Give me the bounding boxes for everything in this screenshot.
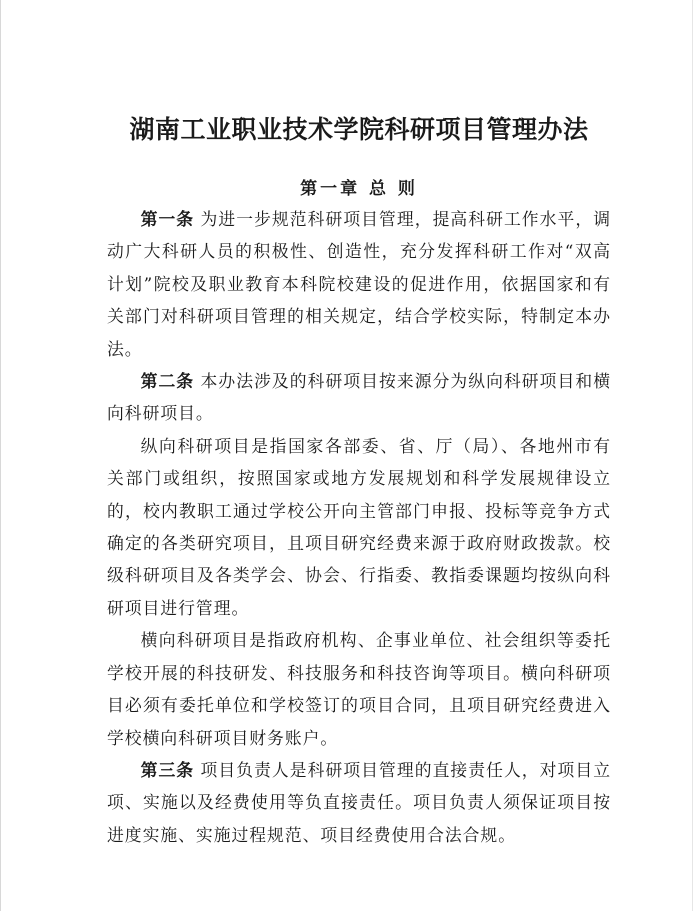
- paragraph-article-2: [107, 365, 611, 430]
- paragraph-text: 横向科研项目是指政府机构、企事业单位、社会组织等委托学校开展的科技研发、科技服务和科技咨询等项目。横向科研项目必须有委托单位和学校签订的项目合同，且项目研究经费进入学校横向科研项目财务账户。: [107, 630, 611, 748]
- paragraph-article-1: [107, 203, 611, 365]
- article-label: 第一条: [140, 209, 195, 229]
- document-title: 湖南工业职业技术学院科研项目管理办法: [129, 115, 589, 144]
- article-label: 第三条: [140, 759, 195, 780]
- paragraph-text: 纵向科研项目是指国家各部委、省、厅（局）、各地州市有关部门或组织，按照国家或地方发展规划和科学发展规律设立的，校内教职工通过学校公开向主管部门申报、投标等竞争方式确定的各类研究项目，且项目研究经费来源于政府财政拨款。校级科研项目及各类学会、协会、行指委、教指委课题均按纵向科研项目进行管理。: [107, 435, 611, 618]
- paragraph-text: 为进一步规范科研项目管理，提高科研工作水平，调动广大科研人员的积极性、创造性，充分发挥科研工作对“双高计划”院校及职业教育本科院校建设的促进作用，依据国家和有关部门对科研项目管理的相关规定，结合学校实际，特制定本办法。: [107, 209, 611, 359]
- paragraph-text: 项目负责人是科研项目管理的直接责任人，对项目立项、实施以及经费使用等负直接责任。项目负责人须保证项目按进度实施、实施过程规范、项目经费使用合法合规。: [107, 759, 611, 845]
- chapter-heading: 第一章 总 则: [300, 179, 418, 199]
- article-label: 第二条: [140, 371, 195, 392]
- document-body: [107, 203, 611, 851]
- paragraph-text: 本办法涉及的科研项目按来源分为纵向科研项目和横向科研项目。: [107, 371, 611, 424]
- paragraph-vertical-projects: [107, 430, 611, 624]
- paragraph-article-3: [107, 754, 611, 851]
- paragraph-horizontal-projects: [107, 624, 611, 754]
